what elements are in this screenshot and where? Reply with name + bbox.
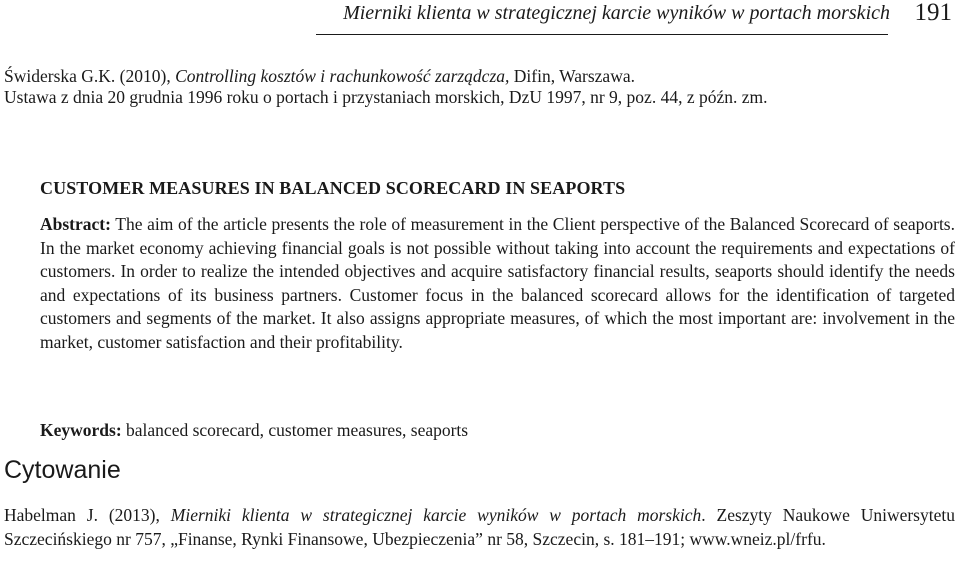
keywords-label: Keywords: (40, 419, 122, 440)
reference-list (4, 66, 954, 108)
english-summary (40, 177, 955, 354)
citation-heading: Cytowanie (4, 456, 121, 484)
reference-publisher: Difin, Warszawa. (509, 66, 635, 86)
abstract-label: Abstract: (40, 214, 111, 234)
citation-title: Mierniki klienta w strategicznej karcie wyników w portach morskich (170, 505, 702, 525)
reference-entry: Ustawa z dnia 20 grudnia 1996 roku o portach i przystaniach morskich, DzU 1997, nr 9, poz. 44, z późn. zm. (4, 87, 768, 107)
reference-title: Controlling kosztów i rachunkowość zarządcza, (175, 66, 510, 86)
abstract-text: The aim of the article presents the role of measurement in the Client perspective of the Balanced Scorecard of seaports. In the market economy achieving financial goals is not possible without taking into account the requirements and expectations of customers. In order to realize the intended objectives and acquire satisfactory financial results, seaports should identify the needs and expectations of its business partners. Customer focus in the balanced scorecard allows for the identification of targeted customers and segments of the market. It also assigns appropriate measures, of which the most important are: involvement in the market, customer satisfaction and their profitability. (40, 214, 955, 352)
citation-author: Habelman J. (2013), (4, 505, 171, 525)
page-number: 191 (914, 0, 952, 26)
running-title: Mierniki klienta w strategicznej karcie wyników w portach morskich (343, 2, 890, 24)
english-title: CUSTOMER MEASURES IN BALANCED SCORECARD IN SEAPORTS (40, 178, 626, 198)
page-header (0, 0, 960, 40)
header-rule (316, 34, 888, 35)
abstract (40, 213, 955, 354)
citation-entry (4, 504, 955, 551)
reference-author: Świderska G.K. (2010), (4, 66, 176, 86)
citation-details: . Zeszyty Naukowe Uniwersytetu Szczecińskiego nr 757, „Finanse, Rynki Finansowe, Ubezpieczenia” nr 58, Szczecin, s. 181–191; www.wneiz.pl/frfu. (4, 505, 955, 549)
keywords (40, 419, 468, 441)
keywords-text: balanced scorecard, customer measures, seaports (121, 419, 469, 440)
reference-entry (4, 66, 954, 87)
